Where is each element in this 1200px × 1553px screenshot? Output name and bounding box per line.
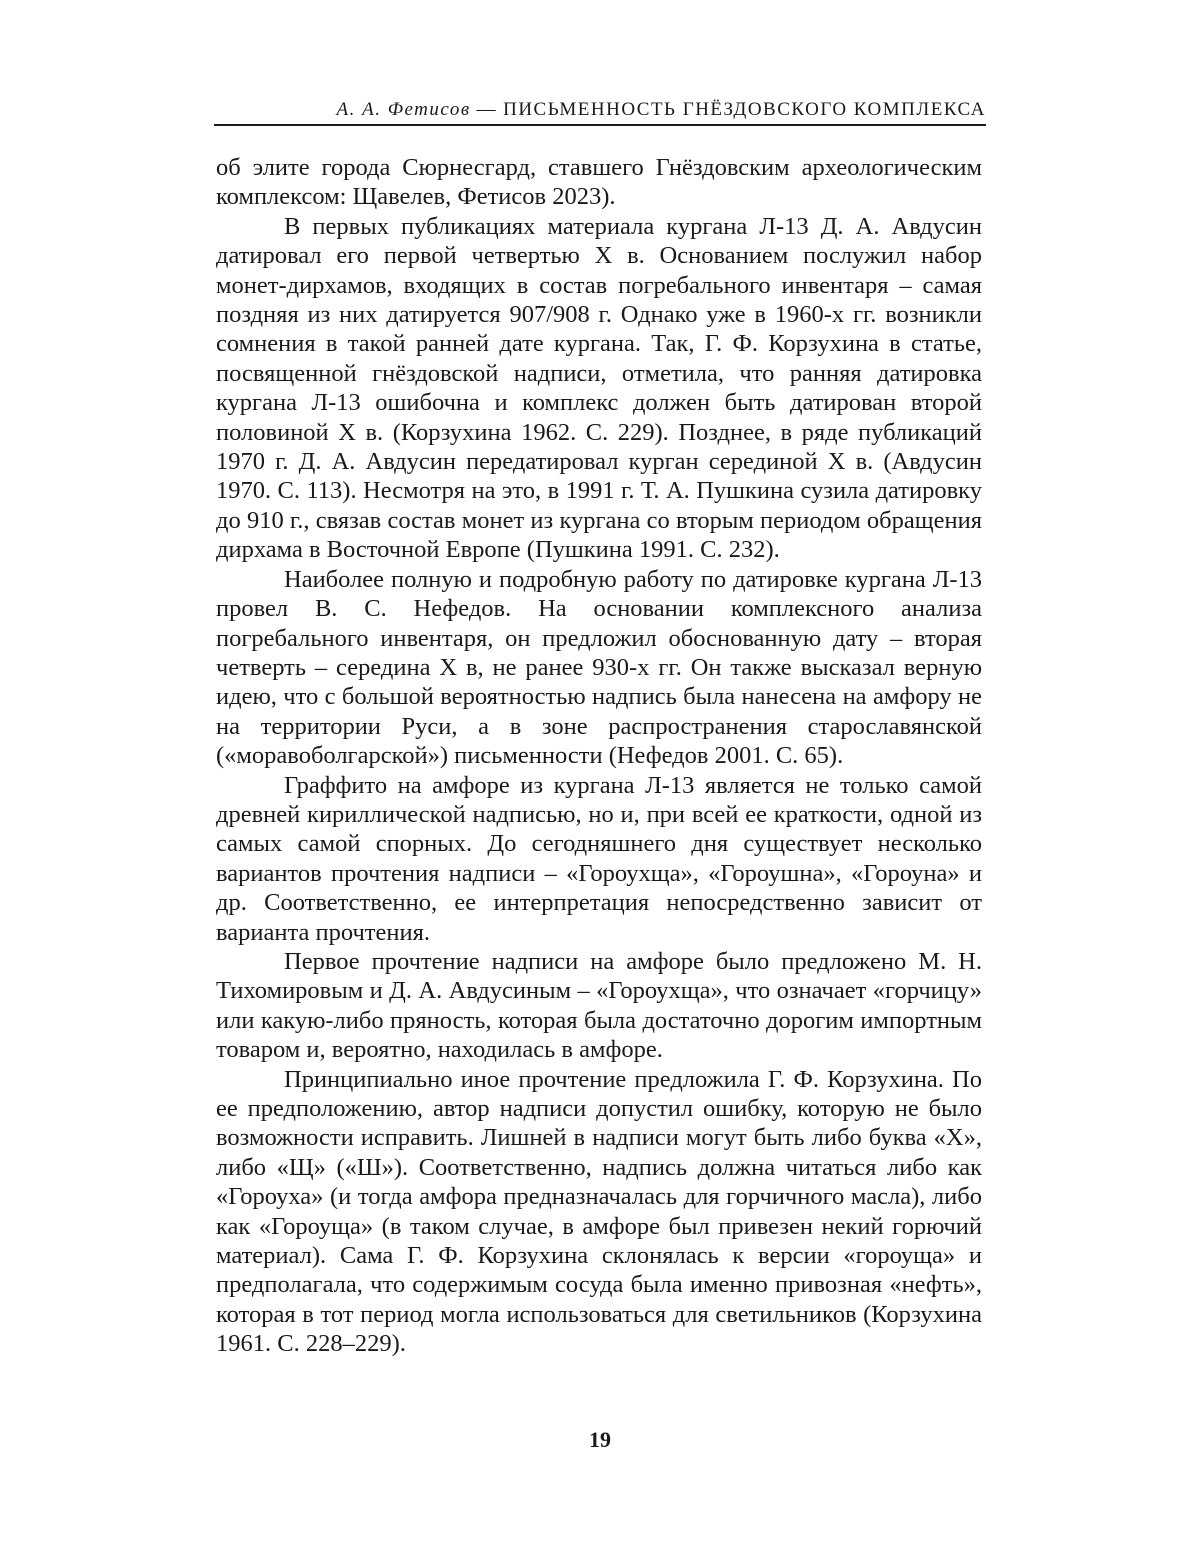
paragraph: В первых публикациях материала кургана Л-13 Д. А. Авдусин датировал его первой четвертью X в. Основанием послужил набор монет-дирхамов, входящих в состав погребального инвентаря – самая поздняя из них датируется 907/908 г. Однако уже в 1960-х гг. возникли сомнения в такой ранней дате кургана. Так, Г. Ф. Корзухина в статье, посвященной гнёздовской надписи, отметила, что ранняя датировка кургана Л-13 ошибочна и комплекс должен быть датирован второй половиной X в. (Корзухина 1962. С. 229). Позднее, в ряде публикаций 1970 г. Д. А. Авдусин передатировал курган серединой X в. (Авдусин 1970. С. 113). Несмотря на это, в 1991 г. Т. А. Пушкина сузила датировку до 910 г., связав состав монет из кургана со вторым периодом обращения дирхама в Восточной Европе (Пушкина 1991. С. 232). xyxy=(216,212,982,564)
running-head-title: ПИСЬМЕННОСТЬ ГНЁЗДОВСКОГО КОМПЛЕКСА xyxy=(503,99,986,120)
running-head-separator: — xyxy=(476,99,498,120)
header-rule xyxy=(214,124,986,126)
paragraph: Граффито на амфоре из кургана Л-13 является не только самой древней кириллической надписью, но и, при всей ее краткости, одной из самых самой спорных. До сегодняшнего дня существует несколько вариантов прочтения надписи – «Гороухща», «Гороушна», «Гороуна» и др. Соответственно, ее интерпретация непосредственно зависит от варианта прочтения. xyxy=(216,771,982,946)
running-head xyxy=(214,98,986,122)
body-text xyxy=(216,153,982,1359)
paragraph-continuation: об элите города Сюрнесгард, ставшего Гнёздовским археологическим комплексом: Щавелев, Фетисов 2023). xyxy=(216,154,982,211)
paragraph: Наиболее полную и подробную работу по датировке кургана Л-13 провел В. С. Нефедов. На основании комплексного анализа погребального инвентаря, он предложил обоснованную дату – вторая четверть – середина X в, не ранее 930-х гг. Он также высказал верную идею, что с большой вероятностью надпись была нанесена на амфору не на территории Руси, а в зоне распространения старославянской («моравоболгарской») письменности (Нефедов 2001. С. 65). xyxy=(216,565,982,770)
paragraph: Первое прочтение надписи на амфоре было предложено М. Н. Тихомировым и Д. А. Авдусиным – «Гороухща», что означает «горчицу» или какую-либо пряность, которая была достаточно дорогим импортным товаром и, вероятно, находилась в амфоре. xyxy=(216,947,982,1064)
page-number: 19 xyxy=(589,1427,611,1452)
running-head-author: А. А. Фетисов xyxy=(336,99,471,120)
paragraph: Принципиально иное прочтение предложила Г. Ф. Корзухина. По ее предположению, автор надписи допустил ошибку, которую не было возможности исправить. Лишней в надписи могут быть либо буква «Х», либо «Щ» («Ш»). Соответственно, надпись должна читаться либо как «Гороуха» (и тогда амфора предназначалась для горчичного масла), либо как «Гороуща» (в таком случае, в амфоре был привезен некий горючий материал). Сама Г. Ф. Корзухина склонялась к версии «гороуща» и предполагала, что содержимым сосуда была именно привозная «нефть», которая в тот период могла использоваться для светильников (Корзухина 1961. С. 228–229). xyxy=(216,1065,982,1358)
